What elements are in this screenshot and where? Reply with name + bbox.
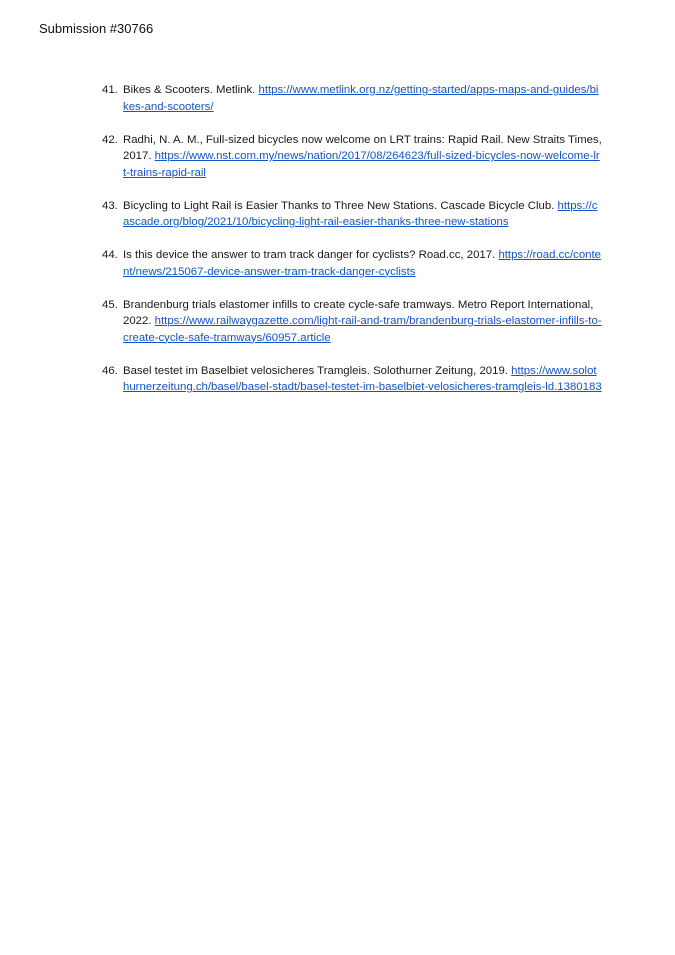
reference-link[interactable]: https://www.solothurnerzeitung.ch/basel/basel-stadt/basel-testet-im-baselbiet-velosicheres-tramgleis-ld.1380183 [123,364,602,393]
reference-link[interactable]: https://www.metlink.org.nz/getting-started/apps-maps-and-guides/bikes-and-scooters/ [123,84,599,113]
reference-text: Radhi, N. A. M., Full-sized bicycles now welcome on LRT trains: Rapid Rail. New Straits Times, 2017. [123,133,602,162]
reference-number: 44. [102,249,118,261]
reference-number: 46. [102,364,118,377]
reference-link[interactable]: https://www.nst.com.my/news/nation/2017/08/264623/full-sized-bicycles-now-welcome-lrt-trains-rapid-rail [123,150,600,179]
reference-item-41 [102,82,602,115]
reference-item-45 [102,297,602,347]
reference-text: Bicycling to Light Rail is Easier Thanks to Three New Stations. Cascade Bicycle Club. [123,199,558,212]
reference-text: Is this device the answer to tram track danger for cyclists? Road.cc, 2017. [123,249,499,261]
reference-item-42 [102,132,602,182]
reference-item-43 [102,198,602,231]
reference-text: Bikes & Scooters. Metlink. [123,84,259,96]
submission-header: Submission #30766 [39,21,154,36]
reference-item-46 [102,363,602,396]
reference-text: Basel testet im Baselbiet velosicheres Tramgleis. Solothurner Zeitung, 2019. [123,364,512,377]
reference-number: 41. [102,84,118,96]
reference-item-44 [102,247,602,280]
reference-text: Brandenburg trials elastomer infills to create cycle-safe tramways. Metro Report International, 2022. [123,298,594,327]
reference-number: 43. [102,199,118,212]
reference-link[interactable]: https://road.cc/content/news/215067-device-answer-tram-track-danger-cyclists [123,249,602,278]
reference-list [102,82,602,412]
reference-link[interactable]: https://cascade.org/blog/2021/10/bicycling-light-rail-easier-thanks-three-new-stations [123,199,598,228]
reference-number: 42. [102,133,118,146]
reference-link[interactable]: https://www.railwaygazette.com/light-rail-and-tram/brandenburg-trials-elastomer-infills-to-create-cycle-safe-tramways/60957.article [123,315,602,344]
reference-number: 45. [102,298,118,311]
